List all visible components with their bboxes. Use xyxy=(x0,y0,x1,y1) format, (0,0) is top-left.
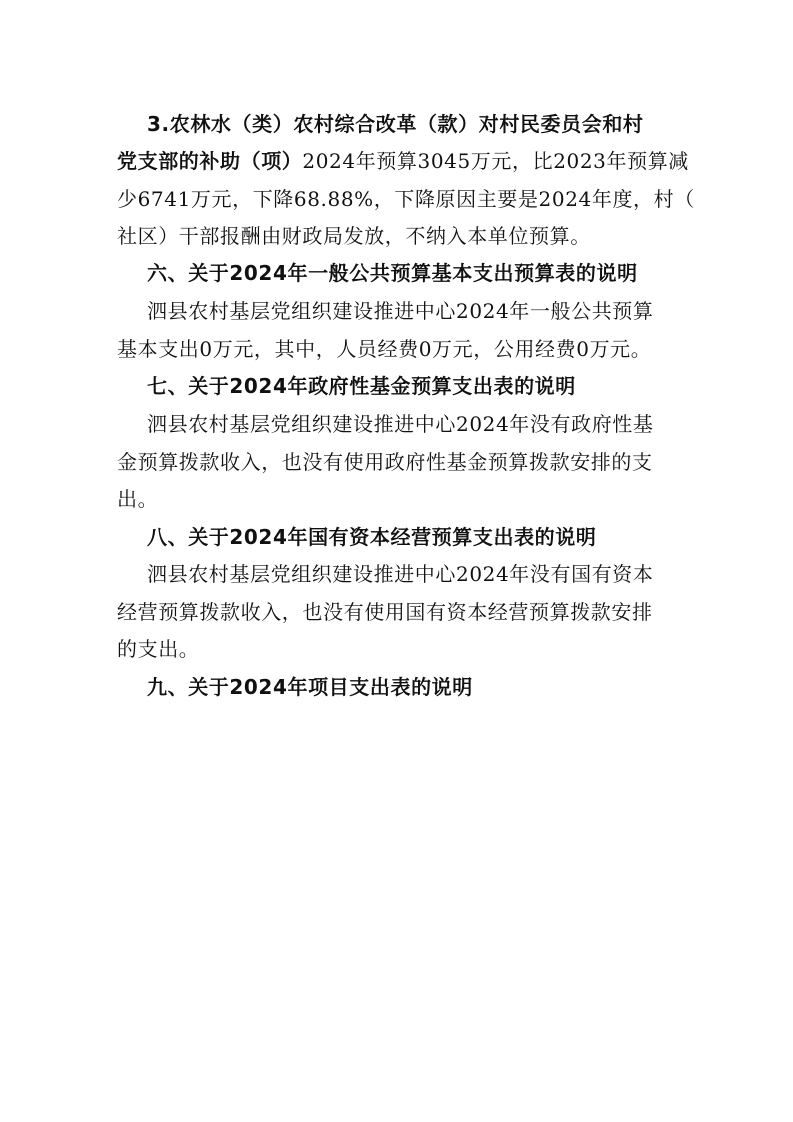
section6-heading: 六、关于2024年一般公共预算基本支出预算表的说明 xyxy=(147,261,638,285)
section6-line2: 基本支出0万元，其中，人员经费0万元，公用经费0万元。 xyxy=(117,337,652,361)
section7-heading: 七、关于2024年政府性基金预算支出表的说明 xyxy=(147,374,576,398)
section3-line2-text: 2024年预算3045万元，比2023年预算减 xyxy=(302,149,689,173)
section7-line1: 泗县农村基层党组织建设推进中心2024年没有政府性基 xyxy=(147,412,654,436)
section3-title-line2: 党支部的补助（项） xyxy=(117,149,303,173)
section8-line2: 经营预算拨款收入，也没有使用国有资本经营预算拨款安排 xyxy=(117,600,653,624)
section3-line4: 社区）干部报酬由财政局发放，不纳入本单位预算。 xyxy=(117,224,591,248)
section3-line2 xyxy=(117,143,689,179)
section8-heading: 八、关于2024年国有资本经营预算支出表的说明 xyxy=(147,525,597,549)
section8-line1: 泗县农村基层党组织建设推进中心2024年没有国有资本 xyxy=(147,562,654,586)
section7-line2: 金预算拨款收入，也没有使用政府性基金预算拨款安排的支 xyxy=(117,450,653,474)
section8-line3: 的支出。 xyxy=(117,637,200,661)
section7-line3: 出。 xyxy=(117,487,159,511)
section9-heading: 九、关于2024年项目支出表的说明 xyxy=(147,675,473,699)
section3-line3: 少6741万元，下降68.88%，下降原因主要是2024年度，村（ xyxy=(117,187,695,211)
section3-title-line1: 3.农林水（类）农村综合改革（款）对村民委员会和村 xyxy=(147,112,644,136)
section6-line1: 泗县农村基层党组织建设推进中心2024年一般公共预算 xyxy=(147,299,654,323)
